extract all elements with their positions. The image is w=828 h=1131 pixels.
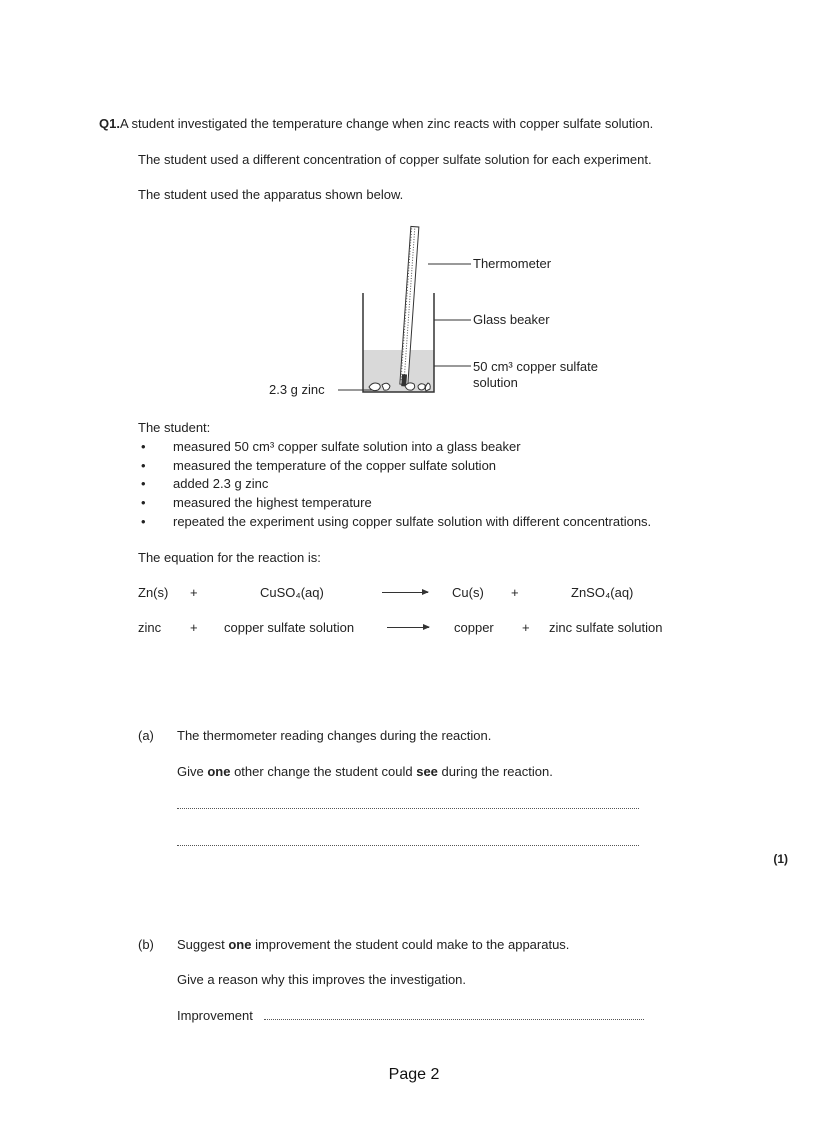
part-a-label: (a) [138, 728, 154, 743]
method-step: • repeated the experiment using copper sulfate solution with different concentrations. [138, 513, 651, 532]
method-step: • measured the highest temperature [138, 494, 651, 513]
beaker-label: Glass beaker [473, 312, 550, 327]
part-a-answer-line-2[interactable] [177, 845, 639, 846]
part-b-reason-prompt: Give a reason why this improves the investigation. [177, 972, 467, 987]
symbol-plus: + [511, 585, 519, 600]
improvement-label: Improvement [177, 1008, 253, 1023]
word-plus: + [190, 620, 198, 635]
apparatus-figure [260, 225, 640, 410]
word-plus: + [522, 620, 530, 635]
method-step: • measured the temperature of the copper sulfate solution [138, 457, 651, 476]
part-a-question: Give one other change the student could see during the reaction. [177, 764, 553, 779]
symbol-reactant-copper-sulfate: CuSO₄(aq) [260, 585, 324, 600]
part-b-label: (b) [138, 937, 154, 952]
word-reactant-zinc: zinc [138, 620, 162, 635]
word-product-copper: copper [454, 620, 494, 635]
equation-heading: The equation for the reaction is: [138, 550, 321, 565]
method-steps [138, 438, 651, 531]
zinc-label: 2.3 g zinc [269, 382, 325, 397]
page-number: Page 2 [388, 1066, 440, 1083]
improvement-answer-line[interactable] [264, 1019, 644, 1020]
symbol-plus: + [190, 585, 198, 600]
method-heading: The student: [138, 420, 211, 435]
question-intro [99, 116, 653, 131]
part-a-marks: (1) [773, 852, 788, 866]
question-intro-text: A student investigated the temperature change when zinc reacts with copper sulfate solution. [119, 116, 654, 131]
symbol-product-copper: Cu(s) [452, 585, 484, 600]
intro-paragraph-1: The student used a different concentration of copper sulfate solution for each experiment. [138, 152, 652, 167]
question-number: Q1. [99, 116, 120, 131]
word-product-zinc-sulfate: zinc sulfate solution [549, 620, 663, 635]
symbol-product-zinc-sulfate: ZnSO₄(aq) [571, 585, 634, 600]
thermometer-label: Thermometer [473, 256, 552, 271]
symbol-arrow [382, 592, 428, 593]
solution-label-line1: 50 cm³ copper sulfate [473, 359, 599, 374]
part-a-answer-line-1[interactable] [177, 808, 639, 809]
word-arrow [387, 627, 429, 628]
part-b-question: Suggest one improvement the student could make to the apparatus. [177, 937, 570, 952]
method-step: • added 2.3 g zinc [138, 475, 651, 494]
word-reactant-copper-sulfate: copper sulfate solution [224, 620, 355, 635]
method-step: • measured 50 cm³ copper sulfate solution into a glass beaker [138, 438, 651, 457]
symbol-reactant-zinc: Zn(s) [138, 585, 169, 600]
solution-label-line2: solution [473, 375, 518, 390]
intro-paragraph-2: The student used the apparatus shown below. [138, 187, 404, 202]
part-a-statement: The thermometer reading changes during the reaction. [177, 728, 492, 743]
